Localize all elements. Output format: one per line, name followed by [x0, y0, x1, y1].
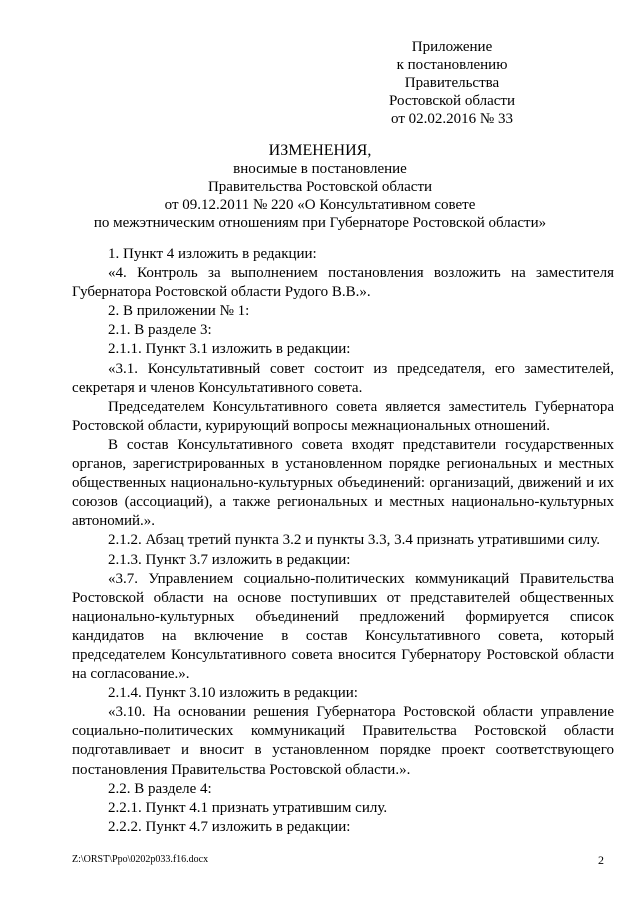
document-title	[72, 142, 568, 232]
page-number: 2	[598, 853, 604, 867]
title-line: вносимые в постановление	[233, 161, 407, 177]
paragraph: «4. Контроль за выполнением постановления возложить на заместителя Губернатора Ростовской области Рудого В.В.».	[72, 265, 614, 301]
paragraph: 2.1.2. Абзац третий пункта 3.2 и пункты 3.3, 3.4 признать утратившими силу.	[108, 532, 601, 549]
appendix-header	[342, 38, 562, 128]
appendix-line: Приложение	[411, 39, 493, 55]
appendix-line: к постановлению	[396, 57, 508, 73]
paragraph: 2.1.3. Пункт 3.7 изложить в редакции:	[108, 551, 351, 568]
paragraph: 1. Пункт 4 изложить в редакции:	[108, 246, 317, 262]
title-line: по межэтническим отношениям при Губернаторе Ростовской области»	[93, 215, 547, 231]
paragraph: 2. В приложении № 1:	[108, 303, 250, 320]
paragraph: 2.1.1. Пункт 3.1 изложить в редакции:	[108, 341, 351, 358]
appendix-line: Ростовской области	[389, 93, 515, 109]
paragraph: 2.1.4. Пункт 3.10 изложить в редакции:	[108, 685, 358, 702]
paragraph: Председателем Консультативного совета является заместитель Губернатора Ростовской области, курирующий вопросы межнациональных отношений.	[72, 398, 614, 434]
paragraph: «3.7. Управлением социально-политических коммуникаций Правительства Ростовской области на основе поступивших от представителей общественных национально-культурных объединений предложений формируется список кандидатов на включение в состав Консультативного совета, который председателем Консультативного совета вносится Губернатору Ростовской области на согласование.».	[72, 570, 614, 683]
paragraph: «3.1. Консультативный совет состоит из председателя, его заместителей, секретаря и членов Консультативного совета.	[72, 360, 614, 396]
paragraph: 2.2.1. Пункт 4.1 признать утратившим силу.	[108, 799, 388, 816]
document-body	[72, 245, 614, 837]
paragraph: 2.2.2. Пункт 4.7 изложить в редакции:	[108, 818, 351, 835]
footer-file-path: Z:\ORST\Ppo\0202p033.f16.docx	[72, 854, 209, 865]
paragraph: 2.1. В разделе 3:	[108, 322, 212, 339]
title-line: Правительства Ростовской области	[207, 179, 433, 195]
appendix-line: от 02.02.2016 № 33	[391, 111, 513, 127]
title-line: от 09.12.2011 № 220 «О Консультативном совете	[164, 197, 476, 213]
paragraph: В состав Консультативного совета входят представители государственных органов, зарегистрированных в установленном порядке региональных и местных общественных национально-культурных объединений: организаций, движений и их союзов (ассоциаций), а также региональных и местных национально-культурных автономий.».	[72, 436, 614, 530]
appendix-line: Правительства	[404, 75, 500, 91]
paragraph: 2.2. В разделе 4:	[108, 780, 212, 797]
title-heading: ИЗМЕНЕНИЯ,	[268, 142, 372, 159]
paragraph: «3.10. На основании решения Губернатора Ростовской области управление социально-политических коммуникаций Правительства Ростовской области подготавливает и вносит в установленном порядке проект соответствующего постановления Правительства Ростовской области.».	[72, 704, 614, 778]
